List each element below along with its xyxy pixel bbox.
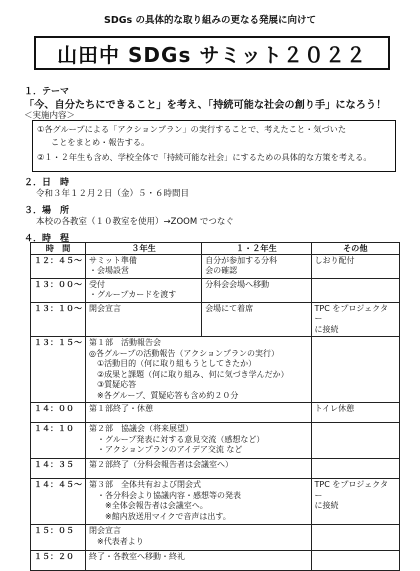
other-cell: トイレ休憩 [311, 403, 400, 423]
col-header-year12: １・２年生 [202, 243, 311, 255]
other-cell [311, 459, 400, 479]
time-cell: １４：１０ [31, 423, 86, 459]
table-row [31, 551, 400, 571]
place-heading: ３．場 所 [24, 206, 70, 216]
other-cell [311, 551, 400, 571]
other-cell [311, 525, 400, 551]
table-row [31, 479, 400, 525]
col-header-time: 時 間 [31, 243, 86, 255]
content-line-2: ことをまとめ・報告する。 [51, 137, 150, 147]
table-row [31, 459, 400, 479]
year3-cell: 開会宣言 [86, 302, 202, 337]
content-line-1: ①各グループによる「アクションプラン」の実行することで、考えたこと・気づいた [37, 124, 347, 134]
col-header-year3: ３年生 [86, 243, 202, 255]
time-cell: １３：１５～ [31, 337, 86, 403]
table-row [31, 254, 400, 278]
table-row [31, 403, 400, 423]
other-cell [311, 278, 400, 302]
other-cell: しおり配付 [311, 254, 400, 278]
schedule-heading: ４．時 程 [24, 234, 70, 244]
place-text: 本校の各教室（１０教室を使用）→ZOOM でつなぐ [36, 217, 234, 227]
content-box [32, 120, 396, 172]
schedule-header-row [31, 243, 400, 255]
activity-cell: 閉会宣言 ※代表者より [86, 525, 312, 551]
activity-cell: 第２部終了（分科会報告者は会議室へ） [86, 459, 312, 479]
schedule-table [30, 242, 400, 571]
datetime-heading: ２．日 時 [24, 178, 70, 188]
content-line-3: ②１・２年生も含め、学校全体で「持続可能な社会」にするための具体的な方策を考える。 [37, 152, 372, 162]
table-row [31, 278, 400, 302]
time-cell: １２：４５～ [31, 254, 86, 278]
time-cell: １４：３５ [31, 459, 86, 479]
activity-cell: 第１部 活動報告会 ◎各グループの活動報告（アクションプランの実行） ①活動目的（何に取り組もうとしてきたか） ②成果と課題（何に取り組み、何に気づき学んだか） ③質疑応答 ※各グループ、質疑応答も含め約２０分 [86, 337, 312, 403]
table-row [31, 423, 400, 459]
time-cell: １３：１０～ [31, 302, 86, 337]
col-header-other: その他 [311, 243, 400, 255]
activity-cell: 第１部終了・休憩 [86, 403, 312, 423]
year12-cell: 会場にて着席 [202, 302, 311, 337]
activity-cell: 第２部 協議会（将来展望） ・グループ発表に対する意見交流（感想など） ・アクションプランのアイデア交流 など [86, 423, 312, 459]
theme-text: 「今、自分たちにできること」を考え、「持続可能な社会の創り手」になろう！ [24, 100, 387, 111]
activity-cell: 終了・各教室へ移動・終礼 [86, 551, 312, 571]
content-label: ＜実施内容＞ [24, 111, 76, 121]
other-cell [311, 423, 400, 459]
document-title: 山田中 SDGs サミット２０２２ [34, 36, 390, 70]
time-cell: １４：００ [31, 403, 86, 423]
table-row [31, 302, 400, 337]
other-cell [311, 337, 400, 403]
other-cell: TPC をプロジェクター に接続 [311, 302, 400, 337]
time-cell: １４：４５～ [31, 479, 86, 525]
time-cell: １５：０５ [31, 525, 86, 551]
year3-cell: サミット準備 ・会場設営 [86, 254, 202, 278]
year12-cell: 分科会会場へ移動 [202, 278, 311, 302]
year12-cell: 自分が参加する分科 会の確認 [202, 254, 311, 278]
time-cell: １５：２０ [31, 551, 86, 571]
table-row [31, 337, 400, 403]
other-cell: TPC をプロジェクター に接続 [311, 479, 400, 525]
activity-cell: 第３部 全体共有および閉会式 ・各分科会より協議内容・感想等の発表 ※全体会報告者は会議室へ。 ※館内放送用マイクで音声は出す。 [86, 479, 312, 525]
document-subtitle: SDGs の具体的な取り組みの更なる発展に向けて [104, 15, 316, 26]
table-row [31, 525, 400, 551]
datetime-text: 令和３年１２月２日（金）５・６時間目 [36, 189, 190, 199]
theme-heading: １．テーマ [24, 87, 70, 97]
year3-cell: 受付 ・グループカードを渡す [86, 278, 202, 302]
time-cell: １３：００～ [31, 278, 86, 302]
